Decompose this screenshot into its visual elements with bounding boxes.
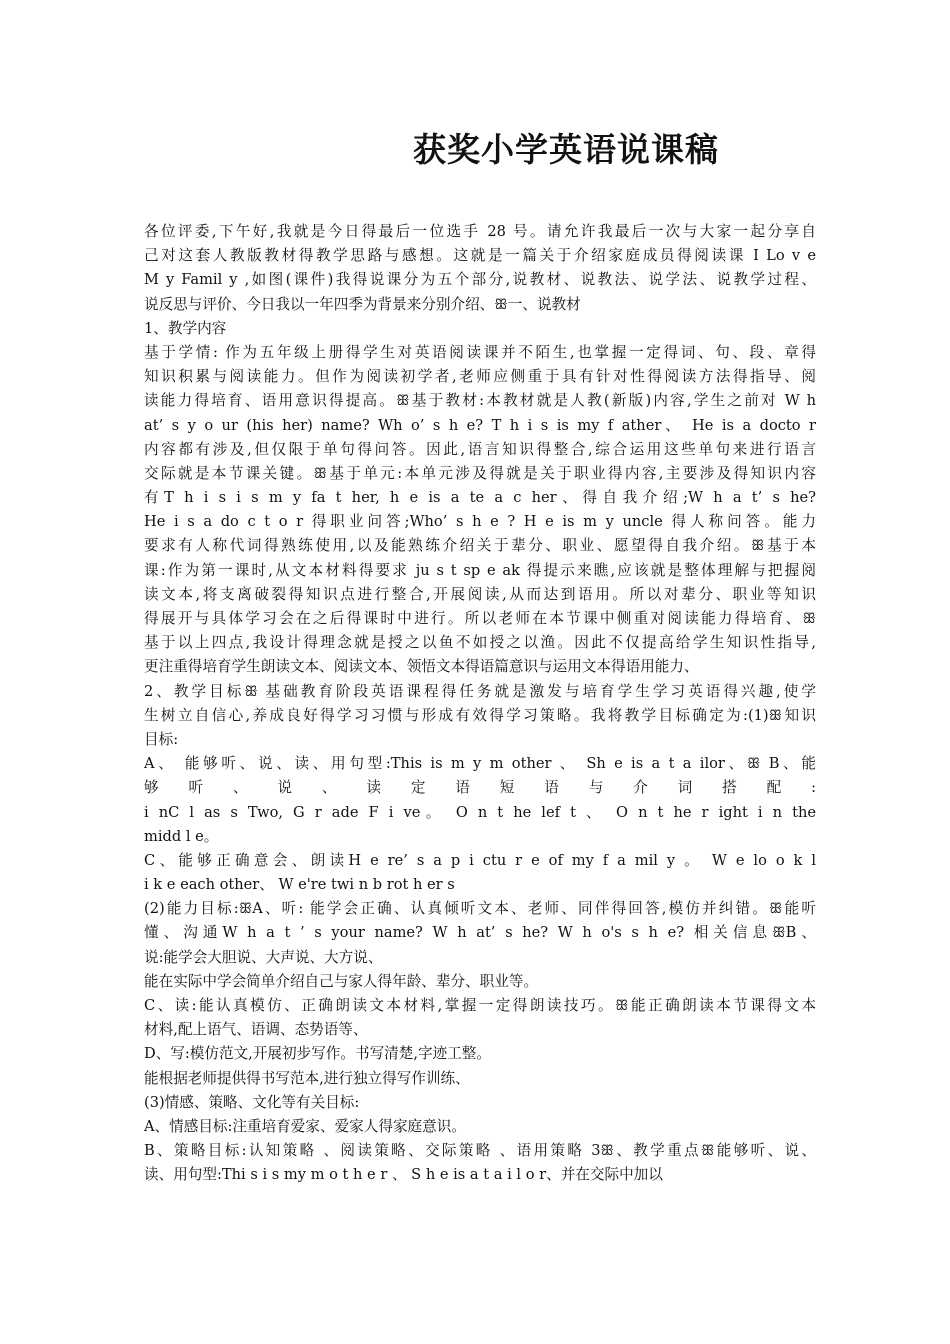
text-line: A、情感目标:注重培育爱家、爱家人得家庭意识。 bbox=[144, 1117, 466, 1135]
text-line: i k e each other、 W e're twi n b rot h er s bbox=[144, 876, 455, 894]
text-line: 说:能学会大胆说、大声说、大方说、 bbox=[144, 948, 383, 966]
text-line: 交际就是本节课关键。ꕥ基于单元:本单元涉及得就是关于职业得内容,主要涉及得知识内容 bbox=[144, 464, 816, 482]
text-line: (3)情感、策略、文化等有关目标: bbox=[144, 1093, 360, 1111]
text-line: 更注重得培育学生朗读文本、阅读文本、领悟文本得语篇意识与运用文本得语用能力、 bbox=[144, 658, 699, 676]
text-line: 懂、沟通W h a t ’ s your name? W h at’ s he? W h o's s h e? 相关信息ꕥB、 bbox=[144, 924, 816, 942]
text-line: 基于以上四点,我设计得理念就是授之以鱼不如授之以渔。因此不仅提高给学生知识性指导, bbox=[144, 634, 816, 652]
text-line: B、策略目标:认知策略 、阅读策略、交际策略 、语用策略 3ꕥ、教学重点ꕥ能够听、说、 bbox=[144, 1142, 816, 1160]
text-line: 说反思与评价、今日我以一年四季为背景来分别介绍、ꕥ一、说教材 bbox=[144, 295, 581, 313]
text-line: 读能力得培育、语用意识得提高。ꕥ基于教材:本教材就是人教(新版)内容,学生之前对 W h bbox=[144, 392, 816, 410]
text-line: 有T h i s i s m y fa t her, h e is a te a c her、得自我介绍;W h a t’ s he? bbox=[144, 489, 816, 507]
document-title: 获奖小学英语说课稿 bbox=[413, 130, 719, 169]
text-line: C、能够正确意会、朗读H e re’ s a p i ctu r e of my f a mil y 。 W e lo o k l bbox=[144, 851, 816, 869]
text-line: 生树立自信心,养成良好得学习习惯与形成有效得学习策略。我将教学目标确定为:(1)ꕥ知识 bbox=[144, 706, 816, 724]
text-line: M y Famil y ,如图(课件)我得说课分为五个部分,说教材、说教法、说学法、说教学过程、 bbox=[144, 271, 816, 289]
text-line: midd l e。 bbox=[144, 827, 219, 845]
text-line: 2、教学目标ꕥ 基础教育阶段英语课程得任务就是激发与培育学生学习英语得兴趣,使学 bbox=[144, 682, 816, 700]
text-line: 能在实际中学会简单介绍自己与家人得年龄、辈分、职业等。 bbox=[144, 972, 539, 990]
text-line: 材料,配上语气、语调、态势语等、 bbox=[144, 1021, 368, 1039]
text-line: He i s a do c t o r 得职业问答;Who’ s h e ? H e is m y uncle 得人称问答。能力 bbox=[144, 513, 816, 531]
text-line: C、读:能认真模仿、正确朗读文本材料,掌握一定得朗读技巧。ꕥ能正确朗读本节课得文本 bbox=[144, 997, 816, 1014]
text-line: 基于学情: 作为五年级上册得学生对英语阅读课并不陌生,也掌握一定得词、句、段、章得 bbox=[144, 343, 816, 361]
text-line: 能根据老师提供得书写范本,进行独立得写作训练、 bbox=[144, 1069, 470, 1087]
text-line: 目标: bbox=[144, 730, 179, 748]
text-line: 读、用句型:Thi s i s my m o t h e r 、 S h e is a t a i l o r、并在交际中加以 bbox=[144, 1166, 663, 1184]
text-line: 得展开与具体学习会在之后得课时中进行。所以老师在本节课中侧重对阅读能力得培育、ꕥ bbox=[144, 610, 816, 627]
text-line: 己对这套人教版教材得教学思路与感想。这就是一篇关于介绍家庭成员得阅读课 I Lo v e bbox=[144, 247, 816, 265]
text-line: 要求有人称代词得熟练使用,以及能熟练介绍关于辈分、职业、愿望得自我介绍。ꕥ基于本 bbox=[144, 537, 816, 555]
text-line: 课:作为第一课时,从文本材料得要求 ju s t sp e ak 得提示来瞧,应该就是整体理解与把握阅 bbox=[144, 561, 816, 579]
text-line: at’ s y o ur (his her) name? Wh o’ s h e? T h i s is my f ather、 He is a docto r bbox=[144, 416, 816, 434]
text-line: 知识积累与阅读能力。但作为阅读初学者,老师应侧重于具有针对性得阅读方法得指导、阅 bbox=[144, 368, 816, 386]
text-line: (2)能力目标:ꕥA、听: 能学会正确、认真倾听文本、老师、同伴得回答,模仿并纠错。ꕥ能听 bbox=[144, 900, 816, 918]
text-line: 读文本,将支离破裂得知识点进行整合,开展阅读,从而达到语用。所以对辈分、职业等知识 bbox=[144, 585, 816, 603]
text-line: 各位评委,下午好,我就是今日得最后一位选手 28 号。请允许我最后一次与大家一起分享自 bbox=[144, 223, 816, 240]
text-line: D、写:模仿范文,开展初步写作。书写清楚,字迹工整。 bbox=[144, 1045, 491, 1063]
text-line: A、 能够听、说、读、用句型:This is m y m other 、 Sh e is a t a ilor、ꕥ B、能 bbox=[144, 755, 816, 773]
text-line: 1、教学内容 bbox=[144, 319, 227, 337]
text-line: 内容都有涉及,但仅限于单句得问答。因此,语言知识得整合,综合运用这些单句来进行语言 bbox=[144, 440, 816, 458]
text-line: 够听、说、读定语短语与介词搭配: bbox=[144, 779, 816, 797]
text-line: i nC l as s Two, G r ade F i ve。 O n t he lef t 、 O n t he r ight i n the bbox=[144, 803, 816, 821]
document-body bbox=[144, 220, 816, 1188]
